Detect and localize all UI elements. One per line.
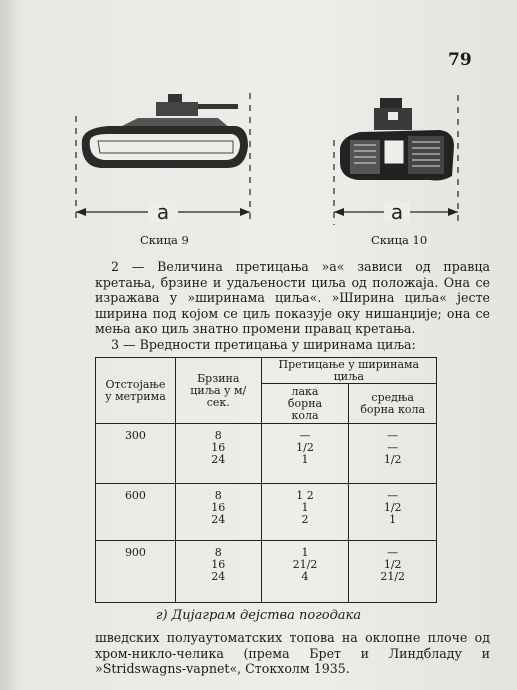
header-distance: Отстојање у метрима [96, 358, 176, 424]
medium-value: 21/2 [380, 570, 406, 584]
speed-value: 24 [211, 453, 226, 466]
continuation-text: шведских полуаутоматских топова на оклопне плоче од хром-никло-челика (према Брет и Линдбладу и »Stridswagns-vapnet«, Стокхолм 1935. [95, 630, 490, 677]
paragraph-3: 3 — Вредности претицања у ширинама циља: [111, 337, 416, 352]
section-title: г) Дијаграм дејства погодака [155, 608, 362, 623]
distance-cell: 300 [96, 424, 176, 484]
medium-cell [349, 483, 437, 541]
light-value: 1 [301, 453, 309, 466]
speed-cell [175, 424, 261, 484]
speed-value: 16 [211, 500, 226, 514]
light-value: 21/2 [292, 558, 318, 572]
light-cell [261, 541, 349, 603]
page-number: 79 [448, 50, 472, 70]
header-speed: Брзина циља у м/сек. [175, 358, 261, 424]
speed-cell [175, 541, 261, 603]
speed-value: 8 [214, 546, 222, 560]
medium-value: 1 [389, 512, 397, 526]
dimension-a-label: a [390, 200, 404, 224]
figure-10-caption: Скица 10 [371, 233, 428, 247]
speed-value: 8 [214, 429, 222, 442]
speed-value: 24 [211, 570, 226, 584]
speed-value: 16 [211, 558, 226, 572]
light-cell [261, 424, 349, 484]
medium-cell [349, 424, 437, 484]
medium-value: 1/2 [383, 500, 402, 514]
speed-value: 16 [211, 441, 226, 454]
light-value: 1 [301, 500, 309, 514]
tank-front-drawing [330, 90, 465, 228]
light-value: 1/2 [296, 441, 314, 454]
light-cell [261, 483, 349, 541]
medium-value: 1/2 [383, 558, 402, 572]
medium-value: — [387, 546, 399, 560]
speed-value: 24 [211, 512, 226, 526]
medium-cell [349, 541, 437, 603]
speed-cell [175, 483, 261, 541]
light-value: 2 [301, 512, 309, 526]
figure-9-caption: Скица 9 [140, 233, 189, 247]
tank-side-drawing [68, 88, 263, 228]
light-value: 4 [301, 570, 309, 584]
lead-values-table [95, 357, 437, 603]
header-medium-tank: средња борна кола [349, 384, 437, 424]
paragraph-2: 2 — Величина претицања »а« зависи од правца кретања, брзине и удаљености циља од положаја. Она се изражава у »ширинама циља«. »Ширина циља« јесте ширина под којом се циљ показује оку нишанџије; она се мења ако циљ знатно промени правац кретања. [95, 259, 490, 337]
table-row [96, 424, 437, 484]
header-lead: Претицање у ширинама циља [261, 358, 436, 384]
dimension-a-label: a [156, 200, 170, 224]
medium-value: — [387, 441, 399, 454]
tank-side-figure [68, 88, 263, 228]
light-value: 1 2 [296, 488, 314, 502]
tank-front-figure [330, 90, 465, 228]
medium-value: — [387, 488, 399, 502]
distance-cell: 600 [96, 483, 176, 541]
medium-value: — [387, 429, 399, 442]
medium-value: 1/2 [383, 453, 402, 466]
distance-cell: 900 [96, 541, 176, 603]
light-value: — [299, 429, 311, 442]
table-row [96, 483, 437, 541]
header-light-tank: лака борна кола [261, 384, 349, 424]
table-row [96, 541, 437, 603]
light-value: 1 [301, 546, 309, 560]
speed-value: 8 [214, 488, 222, 502]
